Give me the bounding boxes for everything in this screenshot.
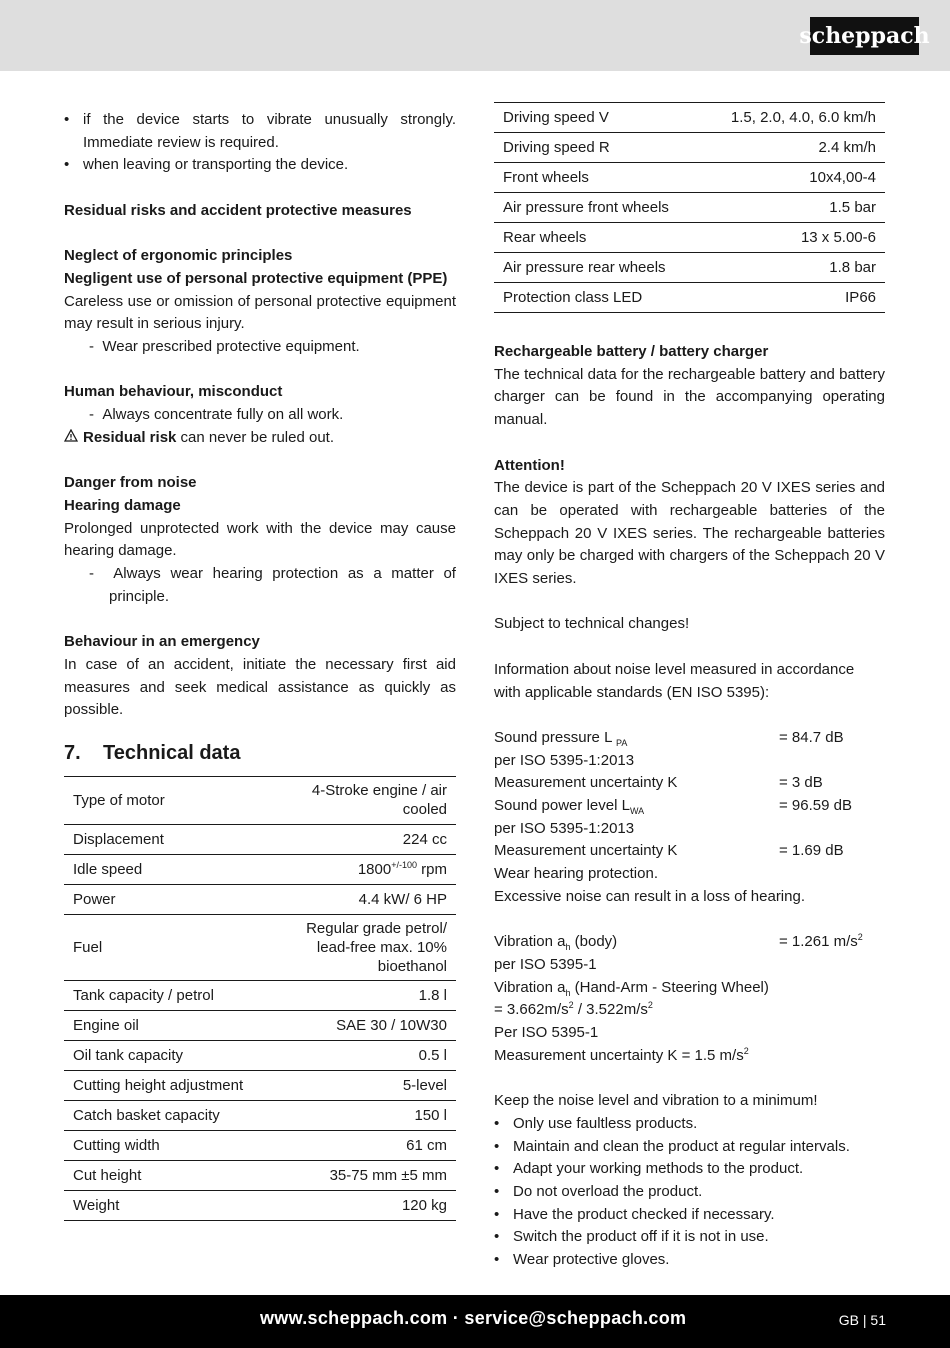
table-cell-label: Rear wheels bbox=[494, 223, 701, 253]
idle-speed-tolerance: +/-100 bbox=[391, 859, 417, 870]
page-number-value: 51 bbox=[870, 1312, 886, 1328]
drive-data-table bbox=[494, 102, 885, 313]
page-number bbox=[839, 1309, 886, 1332]
table-row bbox=[64, 884, 456, 914]
list-item: • Maintain and clean the product at regular intervals. bbox=[494, 1136, 885, 1159]
idle-speed-unit: rpm bbox=[417, 860, 447, 878]
language-code: GB bbox=[838, 1312, 859, 1328]
uncertainty-value: = 3 dB bbox=[779, 774, 823, 792]
list-item: • Adapt your working methods to the product. bbox=[494, 1158, 885, 1181]
table-row bbox=[494, 253, 885, 283]
behaviour-dash-item: - Always concentrate fully on all work. bbox=[64, 404, 456, 427]
ppe-dash-item: - Wear prescribed protective equipment. bbox=[64, 336, 456, 359]
excessive-noise-text: Excessive noise can result in a loss of hearing. bbox=[494, 887, 805, 905]
list-item: • when leaving or transporting the device. bbox=[64, 154, 456, 177]
table-cell-label: Air pressure front wheels bbox=[494, 193, 701, 223]
iso-reference: per ISO 5395-1:2013 bbox=[494, 819, 635, 837]
list-item: • Wear protective gloves. bbox=[494, 1249, 885, 1272]
uncertainty-label: Measurement uncertainty K bbox=[494, 774, 678, 792]
table-cell-value: IP66 bbox=[701, 283, 885, 313]
vibration-hand-arm-label: Vibration $a_h$ (Hand-Arm - Steering Wheel) bbox=[494, 978, 769, 998]
table-cell-label: Tank capacity / petrol bbox=[64, 980, 260, 1010]
ppe-text: Careless use or omission of personal protective equipment may result in serious injury. bbox=[64, 292, 456, 333]
keep-minimum-text: Keep the noise level and vibration to a minimum! bbox=[494, 1092, 818, 1110]
table-cell-value: 1.5 bar bbox=[701, 193, 885, 223]
table-row bbox=[494, 133, 885, 163]
table-cell-value: 13 x 5.00-6 bbox=[701, 223, 885, 253]
attention-heading: Attention! bbox=[494, 456, 565, 474]
ppe-heading: Negligent use of personal protective equipment (PPE) bbox=[64, 269, 448, 287]
hearing-heading: Hearing damage bbox=[64, 496, 181, 514]
table-row bbox=[64, 914, 456, 980]
noise-values bbox=[494, 727, 885, 909]
table-cell-value: 4-Stroke engine / air cooled bbox=[260, 776, 456, 824]
residual-risks-heading: Residual risks and accident protective measures bbox=[64, 201, 412, 219]
table-cell-label: Displacement bbox=[64, 824, 260, 854]
sound-power-value: = 96.59 dB bbox=[779, 797, 852, 814]
uncertainty-label: Measurement uncertainty K bbox=[494, 842, 678, 860]
section-title-text: Technical data bbox=[103, 741, 241, 764]
iso-reference: per ISO 5395-1:2013 bbox=[494, 751, 635, 769]
table-cell-label: Driving speed V bbox=[494, 103, 701, 133]
table-row bbox=[64, 1190, 456, 1220]
wear-protection-text: Wear hearing protection. bbox=[494, 865, 658, 883]
subject-text: Subject to technical changes! bbox=[494, 615, 690, 633]
list-item: • Only use faultless products. bbox=[494, 1113, 885, 1136]
table-row bbox=[64, 1100, 456, 1130]
section-title bbox=[64, 740, 456, 766]
footer-bar bbox=[0, 1295, 950, 1348]
noise-info-text: Information about noise level measured in accordance with applicable standards (EN ISO 5395): bbox=[494, 660, 855, 701]
battery-heading: Rechargeable battery / battery charger bbox=[494, 343, 769, 360]
table-cell-value: 1.8 bar bbox=[701, 253, 885, 283]
table-row bbox=[494, 163, 885, 193]
table-cell-value: 1.8 l bbox=[260, 980, 456, 1010]
vibration-values bbox=[494, 931, 885, 1067]
table-cell-label: Cut height bbox=[64, 1160, 260, 1190]
technical-data-table bbox=[64, 776, 456, 1221]
table-cell-label: Cutting height adjustment bbox=[64, 1070, 260, 1100]
warning-triangle-icon bbox=[64, 427, 79, 450]
sound-pressure-label: Sound pressure L $_{PA}$ bbox=[494, 728, 628, 748]
ergonomic-heading: Neglect of ergonomic principles bbox=[64, 247, 293, 265]
table-row bbox=[494, 103, 885, 133]
iso-reference: per ISO 5395-1 bbox=[494, 955, 597, 973]
sound-pressure-value: = 84.7 dB bbox=[779, 728, 844, 746]
table-cell-value: 35-75 mm ±5 mm bbox=[260, 1160, 456, 1190]
table-row bbox=[64, 824, 456, 854]
table-row bbox=[64, 1070, 456, 1100]
table-cell-value: SAE 30 / 10W30 bbox=[260, 1010, 456, 1040]
table-cell-label: Catch basket capacity bbox=[64, 1100, 260, 1130]
sound-power-label: Sound power level $L_{WA}$ bbox=[494, 797, 645, 816]
table-cell-value: 61 cm bbox=[260, 1130, 456, 1160]
table-cell-label: Front wheels bbox=[494, 163, 701, 193]
table-cell-label: Fuel bbox=[64, 914, 260, 980]
idle-speed-value: 1800 bbox=[357, 860, 392, 878]
right-column bbox=[494, 102, 885, 1272]
table-cell-value: 2.4 km/h bbox=[701, 133, 885, 163]
table-cell-value: 5-level bbox=[260, 1070, 456, 1100]
vibration-uncertainty: Measurement uncertainty K = 1.5 $m/s^2$ bbox=[494, 1045, 749, 1064]
table-row bbox=[64, 1130, 456, 1160]
table-row bbox=[494, 223, 885, 253]
table-cell-label: Idle speed bbox=[64, 854, 260, 884]
vibration-body-value: = 1.261 $m/s^2$ bbox=[779, 932, 863, 951]
emergency-heading: Behaviour in an emergency bbox=[64, 633, 260, 651]
iso-reference: Per ISO 5395-1 bbox=[494, 1024, 599, 1042]
table-row bbox=[64, 1010, 456, 1040]
emergency-text: In case of an accident, initiate the necessary first aid measures and seek medical assistance as quickly as possible. bbox=[64, 655, 456, 719]
table-cell-label: Power bbox=[64, 884, 260, 914]
table-cell-value: 224 cc bbox=[260, 824, 456, 854]
table-row bbox=[494, 193, 885, 223]
uncertainty-value: = 1.69 dB bbox=[779, 842, 844, 860]
page-separator: | bbox=[862, 1312, 867, 1328]
table-cell-value: 150 l bbox=[260, 1100, 456, 1130]
table-row bbox=[64, 1040, 456, 1070]
table-cell-value: 120 kg bbox=[260, 1190, 456, 1220]
table-cell-value: Regular grade petrol/ lead-free max. 10% bioethanol bbox=[260, 914, 456, 980]
residual-risk-bold: Residual risk bbox=[83, 428, 177, 446]
table-row bbox=[494, 283, 885, 313]
hearing-text: Prolonged unprotected work with the device may cause hearing damage. bbox=[64, 519, 456, 560]
table-row bbox=[64, 1160, 456, 1190]
hearing-dash-item: - Always wear hearing protection as a matter of principle. bbox=[64, 563, 456, 608]
table-cell-label: Oil tank capacity bbox=[64, 1040, 260, 1070]
list-item: • Switch the product off if it is not in use. bbox=[494, 1226, 885, 1249]
table-row bbox=[64, 776, 456, 824]
table-cell-value bbox=[260, 854, 456, 884]
left-column bbox=[64, 109, 456, 1221]
table-cell-label: Cutting width bbox=[64, 1130, 260, 1160]
residual-risk-note bbox=[64, 427, 456, 450]
table-cell-label: Type of motor bbox=[64, 776, 260, 824]
table-cell-label: Engine oil bbox=[64, 1010, 260, 1040]
attention-text: The device is part of the Scheppach 20 V IXES series and can be operated with rechargeable batteries of the Scheppach 20 V IXES series. The rechargeable batteries may only be charged with chargers of the Scheppach 20 V IXES series. bbox=[494, 479, 885, 588]
scheppach-logo: scheppach bbox=[810, 17, 919, 55]
table-cell-label: Air pressure rear wheels bbox=[494, 253, 701, 283]
residual-risk-rest: can never be ruled out. bbox=[176, 428, 334, 446]
list-item: • if the device starts to vibrate unusually strongly. Immediate review is required. bbox=[64, 109, 456, 154]
table-cell-label: Protection class LED bbox=[494, 283, 701, 313]
battery-text: The technical data for the rechargeable battery and battery charger can be found in the accompanying operating manual. bbox=[494, 365, 885, 429]
table-row bbox=[64, 854, 456, 884]
table-cell-value: 0.5 l bbox=[260, 1040, 456, 1070]
behaviour-heading: Human behaviour, misconduct bbox=[64, 383, 283, 401]
noise-heading: Danger from noise bbox=[64, 474, 197, 492]
list-item: • Do not overload the product. bbox=[494, 1181, 885, 1204]
table-cell-value: 1.5, 2.0, 4.0, 6.0 km/h bbox=[701, 103, 885, 133]
table-cell-value: 4.4 kW/ 6 HP bbox=[260, 884, 456, 914]
footer-contact: www.scheppach.com · service@scheppach.com bbox=[260, 1308, 687, 1328]
vibration-body-label: Vibration $a_h$ (body) bbox=[494, 933, 618, 953]
table-cell-value: 10x4,00-4 bbox=[701, 163, 885, 193]
table-row bbox=[64, 980, 456, 1010]
section-number: 7. bbox=[64, 741, 81, 764]
list-item: • Have the product checked if necessary. bbox=[494, 1204, 885, 1227]
table-cell-label: Driving speed R bbox=[494, 133, 701, 163]
table-cell-label: Weight bbox=[64, 1190, 260, 1220]
vibration-hand-arm-value: = $3.662m/s^2 / 3.522m/s^2$ bbox=[494, 1000, 653, 1019]
